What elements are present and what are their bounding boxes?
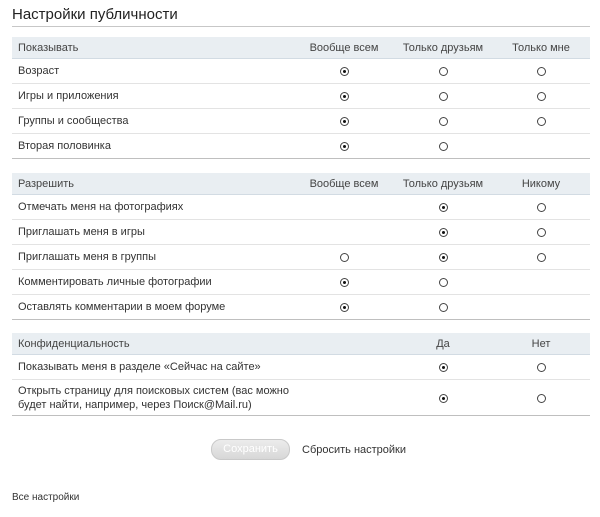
- setting-row-forum-comments: [12, 295, 590, 320]
- page-title: Настройки публичности: [12, 6, 178, 23]
- reset-settings-link[interactable]: Сбросить настройки: [302, 444, 407, 456]
- column-nobody: Никому: [521, 177, 561, 190]
- radio-friends-only[interactable]: [439, 117, 448, 126]
- radio-friends-only[interactable]: [439, 92, 448, 101]
- setting-row-game-invites: [12, 220, 590, 245]
- show-settings-table: [12, 37, 590, 159]
- radio-everyone[interactable]: [340, 253, 349, 262]
- privacy-header-row: [12, 333, 590, 355]
- setting-label: Показывать меня в разделе «Сейчас на сайте»: [18, 361, 261, 373]
- setting-row-groups: [12, 109, 590, 134]
- radio-friends-only[interactable]: [439, 228, 448, 237]
- radio-everyone[interactable]: [340, 92, 349, 101]
- title-divider: [12, 26, 590, 27]
- setting-label: Игры и приложения: [18, 90, 119, 102]
- setting-label: Возраст: [18, 65, 60, 77]
- setting-row-age: [12, 59, 590, 84]
- setting-row-photo-tags: [12, 195, 590, 220]
- radio-friends-only[interactable]: [439, 67, 448, 76]
- allow-header-label: Разрешить: [18, 177, 74, 190]
- radio-everyone[interactable]: [340, 303, 349, 312]
- all-settings-link[interactable]: Все настройки: [12, 492, 80, 503]
- radio-no[interactable]: [537, 363, 546, 372]
- show-header-row: [12, 37, 590, 59]
- setting-row-online-now: [12, 355, 590, 380]
- radio-everyone[interactable]: [340, 67, 349, 76]
- setting-label: Группы и сообщества: [18, 115, 129, 127]
- privacy-settings-table: [12, 333, 590, 416]
- radio-yes[interactable]: [439, 363, 448, 372]
- setting-label: Оставлять комментарии в моем форуме: [18, 301, 226, 313]
- setting-label: Приглашать меня в группы: [18, 251, 156, 263]
- show-header-label: Показывать: [18, 41, 79, 54]
- column-friends-only: Только друзьям: [402, 177, 484, 190]
- privacy-header-label: Конфиденциальность: [18, 337, 130, 350]
- radio-everyone[interactable]: [340, 117, 349, 126]
- column-everyone: Вообще всем: [309, 41, 379, 54]
- radio-only-me[interactable]: [537, 117, 546, 126]
- setting-label: Приглашать меня в игры: [18, 226, 145, 238]
- radio-no[interactable]: [537, 394, 546, 403]
- radio-everyone[interactable]: [340, 142, 349, 151]
- setting-row-partner: [12, 134, 590, 159]
- setting-row-search-engines: [12, 380, 590, 416]
- radio-friends-only[interactable]: [439, 278, 448, 287]
- allow-settings-table: [12, 173, 590, 320]
- setting-row-photo-comments: [12, 270, 590, 295]
- column-everyone: Вообще всем: [309, 177, 379, 190]
- radio-nobody[interactable]: [537, 228, 546, 237]
- setting-row-group-invites: [12, 245, 590, 270]
- setting-row-games: [12, 84, 590, 109]
- radio-only-me[interactable]: [537, 92, 546, 101]
- allow-header-row: [12, 173, 590, 195]
- column-yes: Да: [436, 337, 450, 350]
- radio-friends-only[interactable]: [439, 303, 448, 312]
- radio-yes[interactable]: [439, 394, 448, 403]
- radio-only-me[interactable]: [537, 67, 546, 76]
- setting-label: Вторая половинка: [18, 140, 111, 152]
- setting-label: Открыть страницу для поисковых систем (вас можно будет найти, например, через Поиск@Mail.ru): [18, 384, 289, 411]
- radio-friends-only[interactable]: [439, 253, 448, 262]
- radio-friends-only[interactable]: [439, 142, 448, 151]
- setting-label: Комментировать личные фотографии: [18, 276, 212, 288]
- column-no: Нет: [531, 337, 551, 350]
- column-only-me: Только мне: [512, 41, 570, 54]
- setting-label: Отмечать меня на фотографиях: [18, 201, 184, 213]
- radio-nobody[interactable]: [537, 203, 546, 212]
- radio-nobody[interactable]: [537, 253, 546, 262]
- radio-everyone[interactable]: [340, 278, 349, 287]
- save-button[interactable]: Сохранить: [211, 439, 290, 460]
- radio-friends-only[interactable]: [439, 203, 448, 212]
- column-friends-only: Только друзьям: [402, 41, 484, 54]
